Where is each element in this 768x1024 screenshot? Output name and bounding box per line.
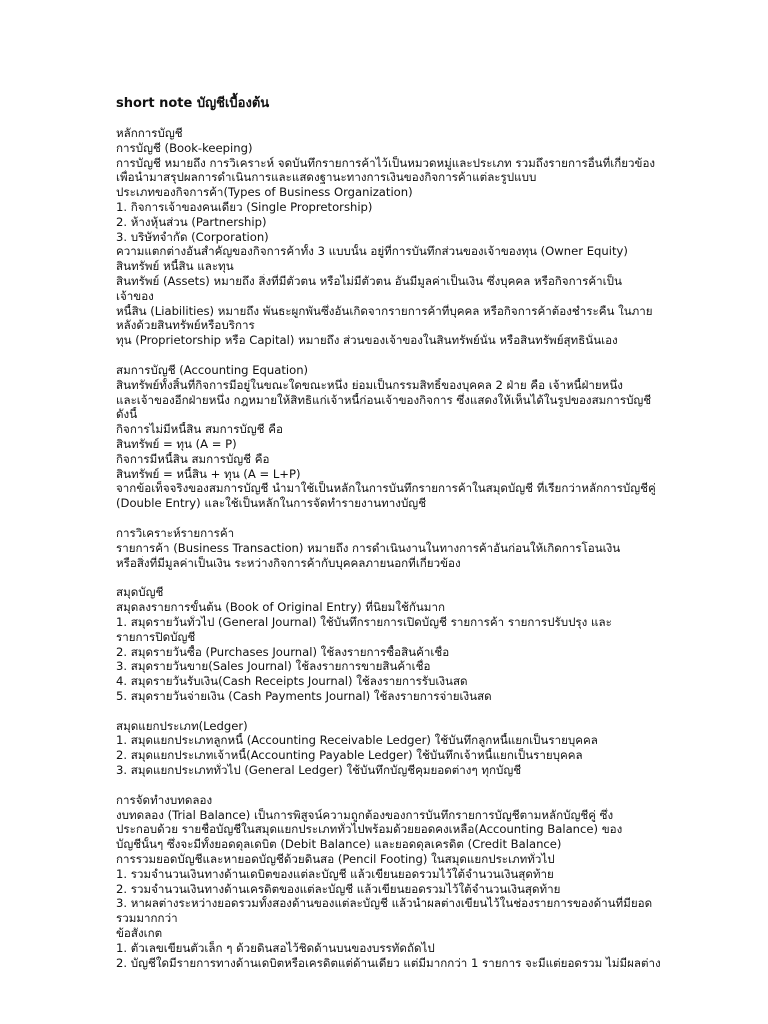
text-line: ความแตกต่างอันสำคัญของกิจการค้าทั้ง 3 แบบนั้น อยู่ที่การบันทึกส่วนของเจ้าของทุน (Owner Equity) xyxy=(116,244,628,259)
text-line: 3. หาผลต่างระหว่างยอดรวมทั้งสองด้านของแต่ละบัญชี แล้วนำผลต่างเขียนไว้ในช่องรายการของด้านที่มียอด xyxy=(116,896,653,911)
text-line: 2. รวมจำนวนเงินทางด้านเครดิตของแต่ละบัญชี แล้วเขียนยอดรวมไว้ใต้จำนวนเงินสุดท้าย xyxy=(116,881,561,896)
text-line: 5. สมุดรายวันจ่ายเงิน (Cash Payments Journal) ใช้ลงรายการจ่ายเงินสด xyxy=(116,688,492,703)
text-line: 1. สมุดรายวันทั่วไป (General Journal) ใช้บันทึกรายการเปิดบัญชี รายการค้า รายการปรับปรุง และ xyxy=(116,614,612,629)
paragraph-gap xyxy=(116,704,661,719)
text-line: กิจการไม่มีหนี้สิน สมการบัญชี คือ xyxy=(116,422,283,437)
text-line: 1. สมุดแยกประเภทลูกหนี้ (Accounting Receivable Ledger) ใช้บันทึกลูกหนี้แยกเป็นรายบุคคล xyxy=(116,733,598,748)
text-line: สินทรัพย์ หนี้สิน และทุน xyxy=(116,259,234,274)
text-line: การวิเคราะห์รายการค้า xyxy=(116,525,235,540)
text-line: สินทรัพย์ (Assets) หมายถึง สิ่งที่มีตัวตน หรือไม่มีตัวตน อันมีมูลค่าเป็นเงิน ซึ่งบุคคล หรือกิจการค้าเป็น xyxy=(116,273,622,288)
text-line: รายการค้า (Business Transaction) หมายถึง การดำเนินงานในทางการค้าอันก่อนให้เกิดการโอนเงิน xyxy=(116,540,621,555)
text-line: (Double Entry) และใช้เป็นหลักในการจัดทำรายงานทางบัญชี xyxy=(116,496,427,511)
text-line: และเจ้าของอีกฝ่ายหนึ่ง กฎหมายให้สิทธิแก่เจ้าหนี้ก่อนเจ้าของกิจการ ซึ่งแสดงให้เห็นได้ในรูปของสมการบัญชี xyxy=(116,392,652,407)
text-line: 1. ตัวเลขเขียนตัวเล็ก ๆ ด้วยดินสอไว้ชิดด้านบนของบรรทัดถัดไป xyxy=(116,940,435,955)
text-line: บัญชีนั้นๆ ซึ่งจะมีทั้งยอดดุลเดบิต (Debit Balance) และยอดดุลเครดิต (Credit Balance) xyxy=(116,837,562,852)
text-line: 2. ห้างหุ้นส่วน (Partnership) xyxy=(116,214,267,229)
text-line: การรวมยอดบัญชีและหายอดบัญชีด้วยดินสอ (Pencil Footing) ในสมุดแยกประเภททั่วไป xyxy=(116,852,555,867)
text-line: จากข้อเท็จจริงของสมการบัญชี นำมาใช้เป็นหลักในการบันทึกรายการค้าในสมุดบัญชี ที่เรียกว่าหลักการบัญชีคู่ xyxy=(116,481,656,496)
text-line: 3. สมุดรายวันขาย(Sales Journal) ใช้ลงรายการขายสินค้าเชื่อ xyxy=(116,659,431,674)
text-line: 2. สมุดแยกประเภทเจ้าหนี้(Accounting Payable Ledger) ใช้บันทึกเจ้าหนี้แยกเป็นรายบุคคล xyxy=(116,748,583,763)
text-line: สมุดบัญชี xyxy=(116,585,164,600)
text-line: หลักการบัญชี xyxy=(116,126,183,140)
text-line: ทุน (Proprietorship หรือ Capital) หมายถึง ส่วนของเจ้าของในสินทรัพย์นั่น หรือสินทรัพย์สุทธินั่นเอง xyxy=(116,333,618,348)
text-line: 3. บริษัทจำกัด (Corporation) xyxy=(116,229,269,244)
text-line: หลังด้วยสินทรัพย์หรือบริการ xyxy=(116,318,255,333)
text-line: 4. สมุดรายวันรับเงิน(Cash Receipts Journal) ใช้ลงรายการรับเงินสด xyxy=(116,674,468,689)
text-line: ข้อสังเกต xyxy=(116,926,163,941)
text-line: 2. บัญชีใดมีรายการทางด้านเดบิตหรือเครดิตแต่ด้านเดียว แต่มีมากกว่า 1 รายการ จะมีแต่ยอดรวม ไม่มีผลต่าง xyxy=(116,955,661,970)
text-line: รวมมากกว่า xyxy=(116,911,178,926)
text-line: หรือสิ่งที่มีมูลค่าเป็นเงิน ระหว่างกิจการค้ากับบุคคลภายนอกที่เกี่ยวข้อง xyxy=(116,555,461,570)
text-line: รายการปิดบัญชี xyxy=(116,629,196,644)
paragraph-gap xyxy=(116,511,661,526)
document-title: short note บัญชีเบื้องต้น xyxy=(116,96,270,111)
text-line: เพื่อนำมาสรุปผลการดำเนินการและแสดงฐานะทางการเงินของกิจการค้าแต่ละรูปแบบ xyxy=(116,170,537,185)
text-line: 1. กิจการเจ้าของคนเดียว (Single Propretorship) xyxy=(116,199,373,214)
paragraph-gap xyxy=(116,778,661,793)
text-line: ประเภทของกิจการค้า(Types of Business Organization) xyxy=(116,185,413,200)
text-line: สมการบัญชี (Accounting Equation) xyxy=(116,362,309,377)
text-line: 2. สมุดรายวันซื้อ (Purchases Journal) ใช้ลงรายการซื้อสินค้าเชื่อ xyxy=(116,644,450,659)
text-line: 1. รวมจำนวนเงินทางด้านเดบิตของแต่ละบัญชี แล้วเขียนยอดรวมไว้ใต้จำนวนเงินสุดท้าย xyxy=(116,866,554,881)
text-line: ดังนี้ xyxy=(116,407,138,422)
text-line: งบทดลอง (Trial Balance) เป็นการพิสูจน์ความถูกต้องของการบันทึกรายการบัญชีตามหลักบัญชีคู่ ซึ่ง xyxy=(116,807,614,822)
text-line: หนี้สิน (Liabilities) หมายถึง พันธะผูกพันซึ่งอันเกิดจากรายการค้าที่บุคคล หรือกิจการค้าต้องชำระคืน ในภาย xyxy=(116,303,653,318)
text-line: เจ้าของ xyxy=(116,288,154,303)
document-body xyxy=(116,126,661,970)
paragraph-gap xyxy=(116,570,661,585)
text-line: สมุดแยกประเภท(Ledger) xyxy=(116,718,248,733)
text-line: การบัญชี (Book-keeping) xyxy=(116,140,253,155)
text-line: กิจการมีหนี้สิน สมการบัญชี คือ xyxy=(116,451,270,466)
text-line: 3. สมุดแยกประเภททั่วไป (General Ledger) ใช้บันทึกบัญชีคุมยอดต่างๆ ทุกบัญชี xyxy=(116,763,522,778)
text-line: สินทรัพย์ = ทุน (A = P) xyxy=(116,436,237,451)
text-line: ประกอบด้วย รายชื่อบัญชีในสมุดแยกประเภททั่วไปพร้อมด้วยยอดคงเหลือ(Accounting Balance) ของ xyxy=(116,822,623,837)
paragraph-gap xyxy=(116,348,661,363)
text-line: การบัญชี หมายถึง การวิเคราะห์ จดบันทึกรายการค้าไว้เป็นหมวดหมู่และประเภท รวมถึงรายการอื่นที่เกี่ยวข้อง xyxy=(116,155,656,170)
text-line: การจัดทำงบทดลอง xyxy=(116,792,213,807)
text-line: สมุดลงรายการขั้นต้น (Book of Original Entry) ที่นิยมใช้กันมาก xyxy=(116,600,445,615)
text-line: สินทรัพย์ทั้งสิ้นที่กิจการมีอยู่ในขณะใดขณะหนึ่ง ย่อมเป็นกรรมสิทธิ์ของบุคคล 2 ฝ่าย คือ เจ้าหนี้ฝ่ายหนึ่ง xyxy=(116,377,623,392)
text-line: สินทรัพย์ = หนี้สิน + ทุน (A = L+P) xyxy=(116,466,301,481)
